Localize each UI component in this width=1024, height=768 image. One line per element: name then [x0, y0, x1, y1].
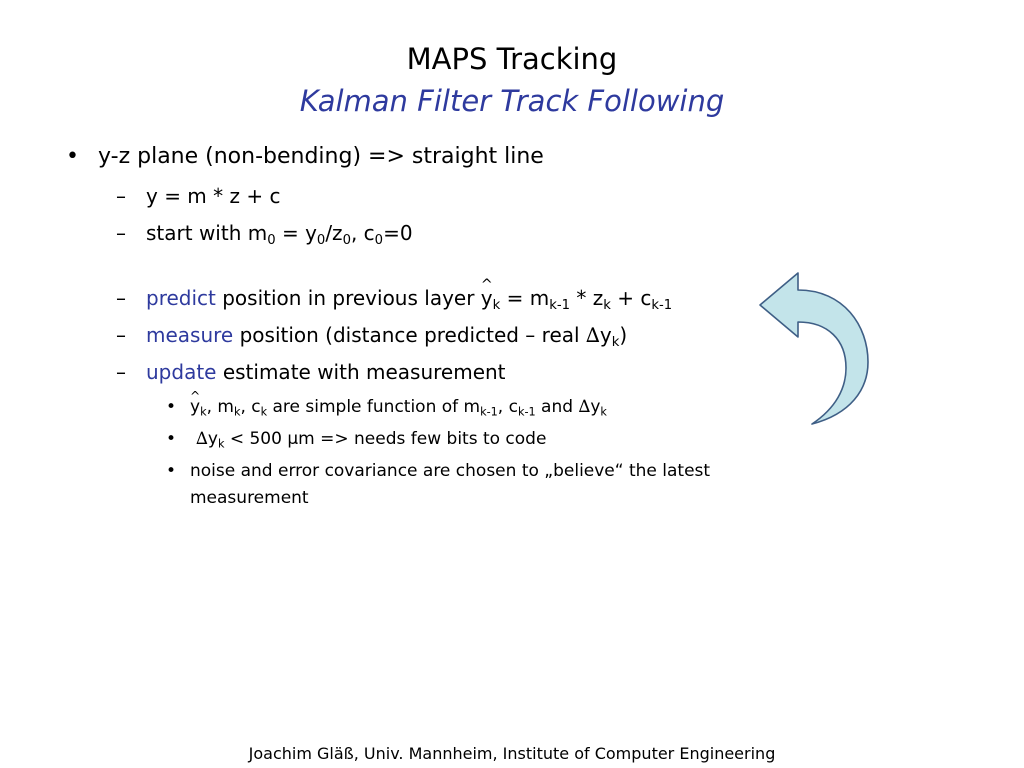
dot-marker: •: [166, 397, 177, 417]
sub-bullet-update: [146, 360, 506, 384]
text-run: , m: [206, 397, 234, 417]
subscript: k-1: [651, 297, 673, 313]
delta-symbol: ∆: [585, 323, 600, 347]
subscript: k: [260, 405, 268, 419]
text-run: start with m: [146, 221, 268, 245]
slide-title: MAPS Tracking: [406, 42, 618, 76]
sub-bullet-measure: [146, 323, 628, 350]
dash-marker: –: [116, 286, 126, 310]
dash-marker: –: [116, 184, 126, 208]
y-hat-symbol: ^ y: [190, 397, 200, 417]
keyword-update: update: [146, 360, 217, 384]
subscript: k: [611, 334, 620, 350]
text-run: = y: [275, 221, 317, 245]
sub-bullet-start-values: [146, 221, 413, 248]
subscript: 0: [316, 232, 326, 248]
subscript: k: [233, 405, 241, 419]
delta-symbol: ∆: [578, 397, 591, 417]
level3-bullet-covariance-line2: measurement: [190, 488, 309, 508]
level3-bullet-bits: [196, 429, 546, 449]
text-run: and: [535, 397, 579, 417]
text-run: , c: [497, 397, 518, 417]
dot-marker: •: [166, 461, 177, 481]
subscript: k-1: [549, 297, 571, 313]
mu-symbol: µ: [287, 429, 299, 449]
text-run: * z: [570, 286, 604, 310]
text-run: , c: [350, 221, 375, 245]
text-run: position in previous layer: [215, 286, 481, 310]
text-run: =0: [383, 221, 413, 245]
text-run: y: [207, 429, 218, 449]
subscript: 0: [342, 232, 351, 248]
text-run: position (distance predicted – real: [233, 323, 586, 347]
text-run: /z: [325, 221, 343, 245]
level3-bullet-covariance-line1: noise and error covariance are chosen to „believe“ the latest: [190, 461, 711, 481]
subscript: 0: [374, 232, 384, 248]
text-run: , c: [240, 397, 261, 417]
keyword-measure: measure: [146, 323, 234, 347]
sub-bullet-equation: y = m * z + c: [146, 184, 281, 208]
curved-arrow-icon: [752, 270, 872, 430]
slide-subtitle: Kalman Filter Track Following: [299, 84, 725, 118]
subscript: k: [217, 437, 225, 451]
text-run: estimate with measurement: [216, 360, 506, 384]
level3-bullet-functions: [190, 397, 607, 417]
y-hat-symbol: ^ y: [481, 286, 493, 310]
delta-symbol: ∆: [196, 429, 208, 449]
subscript: k: [200, 405, 207, 419]
text-run: y: [599, 323, 612, 347]
dot-marker: •: [166, 429, 177, 449]
subscript: k: [603, 297, 611, 313]
subscript: k-1: [480, 405, 498, 419]
text-run: m => needs few bits to code: [298, 429, 547, 449]
bullet-text: y-z plane (non-bending) => straight line: [98, 144, 544, 169]
dash-marker: –: [116, 360, 126, 384]
text-run: are simple function of m: [267, 397, 481, 417]
bullet-marker: •: [66, 144, 79, 169]
subscript: k: [492, 297, 501, 313]
text-run: ): [619, 323, 628, 347]
slide-footer: Joachim Gläß, Univ. Mannheim, Institute of Computer Engineering: [248, 744, 776, 763]
keyword-predict: predict: [146, 286, 216, 310]
subscript: 0: [267, 232, 276, 248]
text-run: y: [590, 397, 601, 417]
text-run: + c: [610, 286, 652, 310]
text-run: < 500: [224, 429, 288, 449]
dash-marker: –: [116, 221, 126, 245]
text-run: = m: [500, 286, 550, 310]
sub-bullet-predict: [146, 286, 673, 313]
dash-marker: –: [116, 323, 126, 347]
subscript: k-1: [517, 405, 536, 419]
subscript: k: [600, 405, 607, 419]
